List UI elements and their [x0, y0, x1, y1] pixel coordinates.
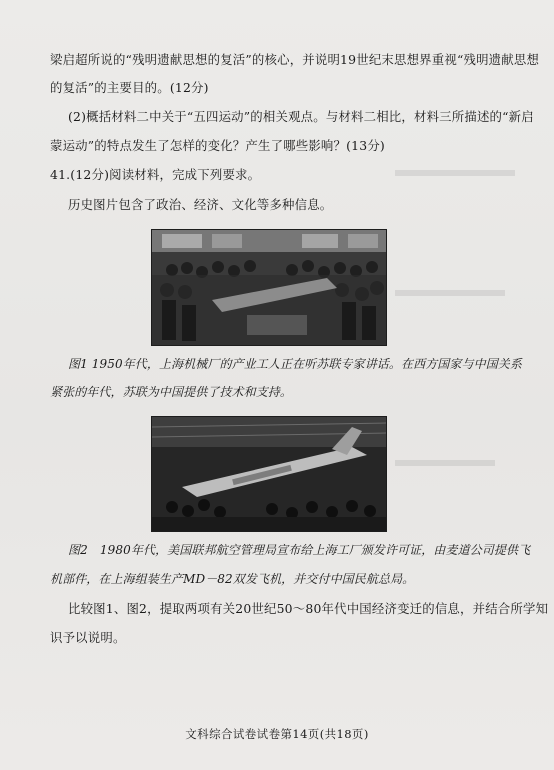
material-intro: 历史图片包含了政治、经济、文化等多种信息。	[68, 197, 333, 212]
figure-2-caption-line-2: 机部件，在上海组装生产MD－82双发飞机，并交付中国民航总局。	[50, 572, 415, 586]
figure-1-caption-line-1: 图1 1950年代，上海机械厂的产业工人正在听苏联专家讲话。在西方国家与中国关系	[68, 357, 522, 371]
question-41-heading: 41.(12分)阅读材料，完成下列要求。	[50, 167, 261, 182]
question-line-1: 比较图1、图2，提取两项有关20世纪50～80年代中国经济变迁的信息，并结合所学知	[68, 601, 549, 616]
text-line-2: 的复活”的主要目的。(12分)	[50, 80, 209, 95]
text-line-4: 蒙运动”的特点发生了怎样的变化？产生了哪些影响？(13分)	[50, 138, 385, 153]
factory-workers-image	[152, 230, 386, 345]
page-footer: 文科综合试卷试卷第14页(共18页)	[185, 727, 369, 741]
figure-2-photo	[151, 416, 387, 532]
bleed-through-mark	[395, 170, 515, 176]
question-line-2: 识予以说明。	[50, 630, 126, 645]
bleed-through-mark	[395, 290, 505, 296]
figure-1-caption-line-2: 紧张的年代，苏联为中国提供了技术和支持。	[50, 385, 293, 399]
figure-1-photo	[151, 229, 387, 346]
text-line-3: (2)概括材料二中关于“五四运动”的相关观点。与材料二相比，材料三所描述的“新启	[68, 109, 534, 124]
aircraft-assembly-image	[152, 417, 386, 531]
figure-2-caption-line-1: 图2 1980年代，美国联邦航空管理局宣布给上海工厂颁发许可证，由麦道公司提供飞	[68, 543, 531, 557]
text-line-1: 梁启超所说的“残明遗献思想的复活”的核心，并说明19世纪末思想界重视“残明遗献思想	[50, 52, 540, 67]
bleed-through-mark	[395, 460, 495, 466]
